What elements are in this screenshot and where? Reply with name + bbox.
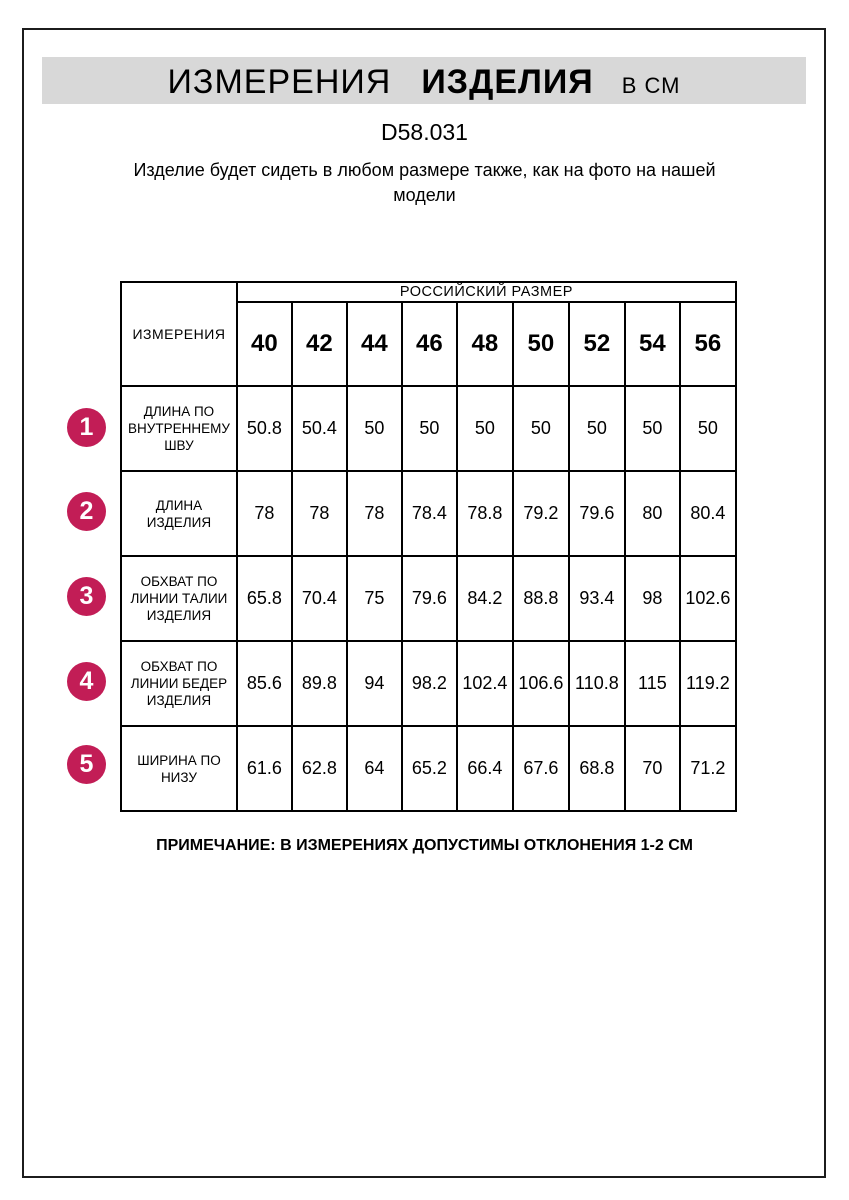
value-cell: 94 bbox=[347, 641, 402, 726]
value-cell: 106.6 bbox=[513, 641, 569, 726]
value-cell: 102.4 bbox=[457, 641, 513, 726]
value-cell: 84.2 bbox=[457, 556, 513, 641]
value-cell: 88.8 bbox=[513, 556, 569, 641]
corner-header-cell: ИЗМЕРЕНИЯ bbox=[121, 282, 237, 386]
size-header-cell: 46 bbox=[402, 302, 457, 386]
value-cell: 65.8 bbox=[237, 556, 292, 641]
measurements-table bbox=[120, 281, 737, 812]
size-header-cell: 48 bbox=[457, 302, 513, 386]
value-cell: 80.4 bbox=[680, 471, 736, 556]
table-row bbox=[121, 641, 736, 726]
row-label: ДЛИНА ИЗДЕЛИЯ bbox=[121, 471, 237, 556]
row-label: ОБХВАТ ПО ЛИНИИ БЕДЕР ИЗДЕЛИЯ bbox=[121, 641, 237, 726]
value-cell: 61.6 bbox=[237, 726, 292, 811]
row-number-badge: 3 bbox=[67, 577, 106, 616]
value-cell: 50 bbox=[457, 386, 513, 471]
value-cell: 78 bbox=[347, 471, 402, 556]
value-cell: 64 bbox=[347, 726, 402, 811]
size-header-cell: 42 bbox=[292, 302, 347, 386]
value-cell: 93.4 bbox=[569, 556, 625, 641]
size-group-header: РОССИЙСКИЙ РАЗМЕР bbox=[237, 282, 736, 302]
value-cell: 50.8 bbox=[237, 386, 292, 471]
row-label: ДЛИНА ПО ВНУТРЕННЕМУ ШВУ bbox=[121, 386, 237, 471]
value-cell: 78.4 bbox=[402, 471, 457, 556]
value-cell: 79.6 bbox=[569, 471, 625, 556]
size-header-cell: 44 bbox=[347, 302, 402, 386]
title-product: ИЗДЕЛИЯ bbox=[421, 63, 594, 101]
table-row bbox=[121, 386, 736, 471]
value-cell: 78.8 bbox=[457, 471, 513, 556]
value-cell: 67.6 bbox=[513, 726, 569, 811]
value-cell: 75 bbox=[347, 556, 402, 641]
table-row bbox=[121, 556, 736, 641]
size-header-cell: 54 bbox=[625, 302, 680, 386]
value-cell: 50.4 bbox=[292, 386, 347, 471]
table-row bbox=[121, 726, 736, 811]
value-cell: 98 bbox=[625, 556, 680, 641]
value-cell: 98.2 bbox=[402, 641, 457, 726]
row-number-badge: 1 bbox=[67, 408, 106, 447]
value-cell: 102.6 bbox=[680, 556, 736, 641]
fit-note-subtitle: Изделие будет сидеть в любом размере также, как на фото на нашей модели bbox=[133, 160, 716, 205]
value-cell: 79.2 bbox=[513, 471, 569, 556]
row-number-badge: 2 bbox=[67, 492, 106, 531]
row-label: ОБХВАТ ПО ЛИНИИ ТАЛИИ ИЗДЕЛИЯ bbox=[121, 556, 237, 641]
size-header-cell: 56 bbox=[680, 302, 736, 386]
value-cell: 50 bbox=[347, 386, 402, 471]
size-header-cell: 52 bbox=[569, 302, 625, 386]
value-cell: 79.6 bbox=[402, 556, 457, 641]
value-cell: 110.8 bbox=[569, 641, 625, 726]
value-cell: 89.8 bbox=[292, 641, 347, 726]
value-cell: 66.4 bbox=[457, 726, 513, 811]
title-banner bbox=[42, 57, 806, 104]
row-number-badge: 5 bbox=[67, 745, 106, 784]
value-cell: 50 bbox=[625, 386, 680, 471]
value-cell: 119.2 bbox=[680, 641, 736, 726]
tolerance-note: ПРИМЕЧАНИЕ: В ИЗМЕРЕНИЯХ ДОПУСТИМЫ ОТКЛОНЕНИЯ 1-2 СМ bbox=[156, 837, 693, 854]
size-header-cell: 50 bbox=[513, 302, 569, 386]
value-cell: 50 bbox=[513, 386, 569, 471]
value-cell: 78 bbox=[237, 471, 292, 556]
value-cell: 62.8 bbox=[292, 726, 347, 811]
table-row bbox=[121, 471, 736, 556]
value-cell: 50 bbox=[402, 386, 457, 471]
title-measurements: ИЗМЕРЕНИЯ bbox=[167, 63, 392, 101]
model-code: D58.031 bbox=[381, 119, 468, 145]
value-cell: 71.2 bbox=[680, 726, 736, 811]
row-label: ШИРИНА ПО НИЗУ bbox=[121, 726, 237, 811]
value-cell: 78 bbox=[292, 471, 347, 556]
size-group-row bbox=[121, 282, 736, 302]
value-cell: 50 bbox=[569, 386, 625, 471]
value-cell: 65.2 bbox=[402, 726, 457, 811]
value-cell: 70.4 bbox=[292, 556, 347, 641]
title-units: В СМ bbox=[621, 73, 681, 98]
value-cell: 80 bbox=[625, 471, 680, 556]
value-cell: 50 bbox=[680, 386, 736, 471]
value-cell: 115 bbox=[625, 641, 680, 726]
value-cell: 70 bbox=[625, 726, 680, 811]
size-header-cell: 40 bbox=[237, 302, 292, 386]
value-cell: 68.8 bbox=[569, 726, 625, 811]
value-cell: 85.6 bbox=[237, 641, 292, 726]
row-number-badge: 4 bbox=[67, 662, 106, 701]
